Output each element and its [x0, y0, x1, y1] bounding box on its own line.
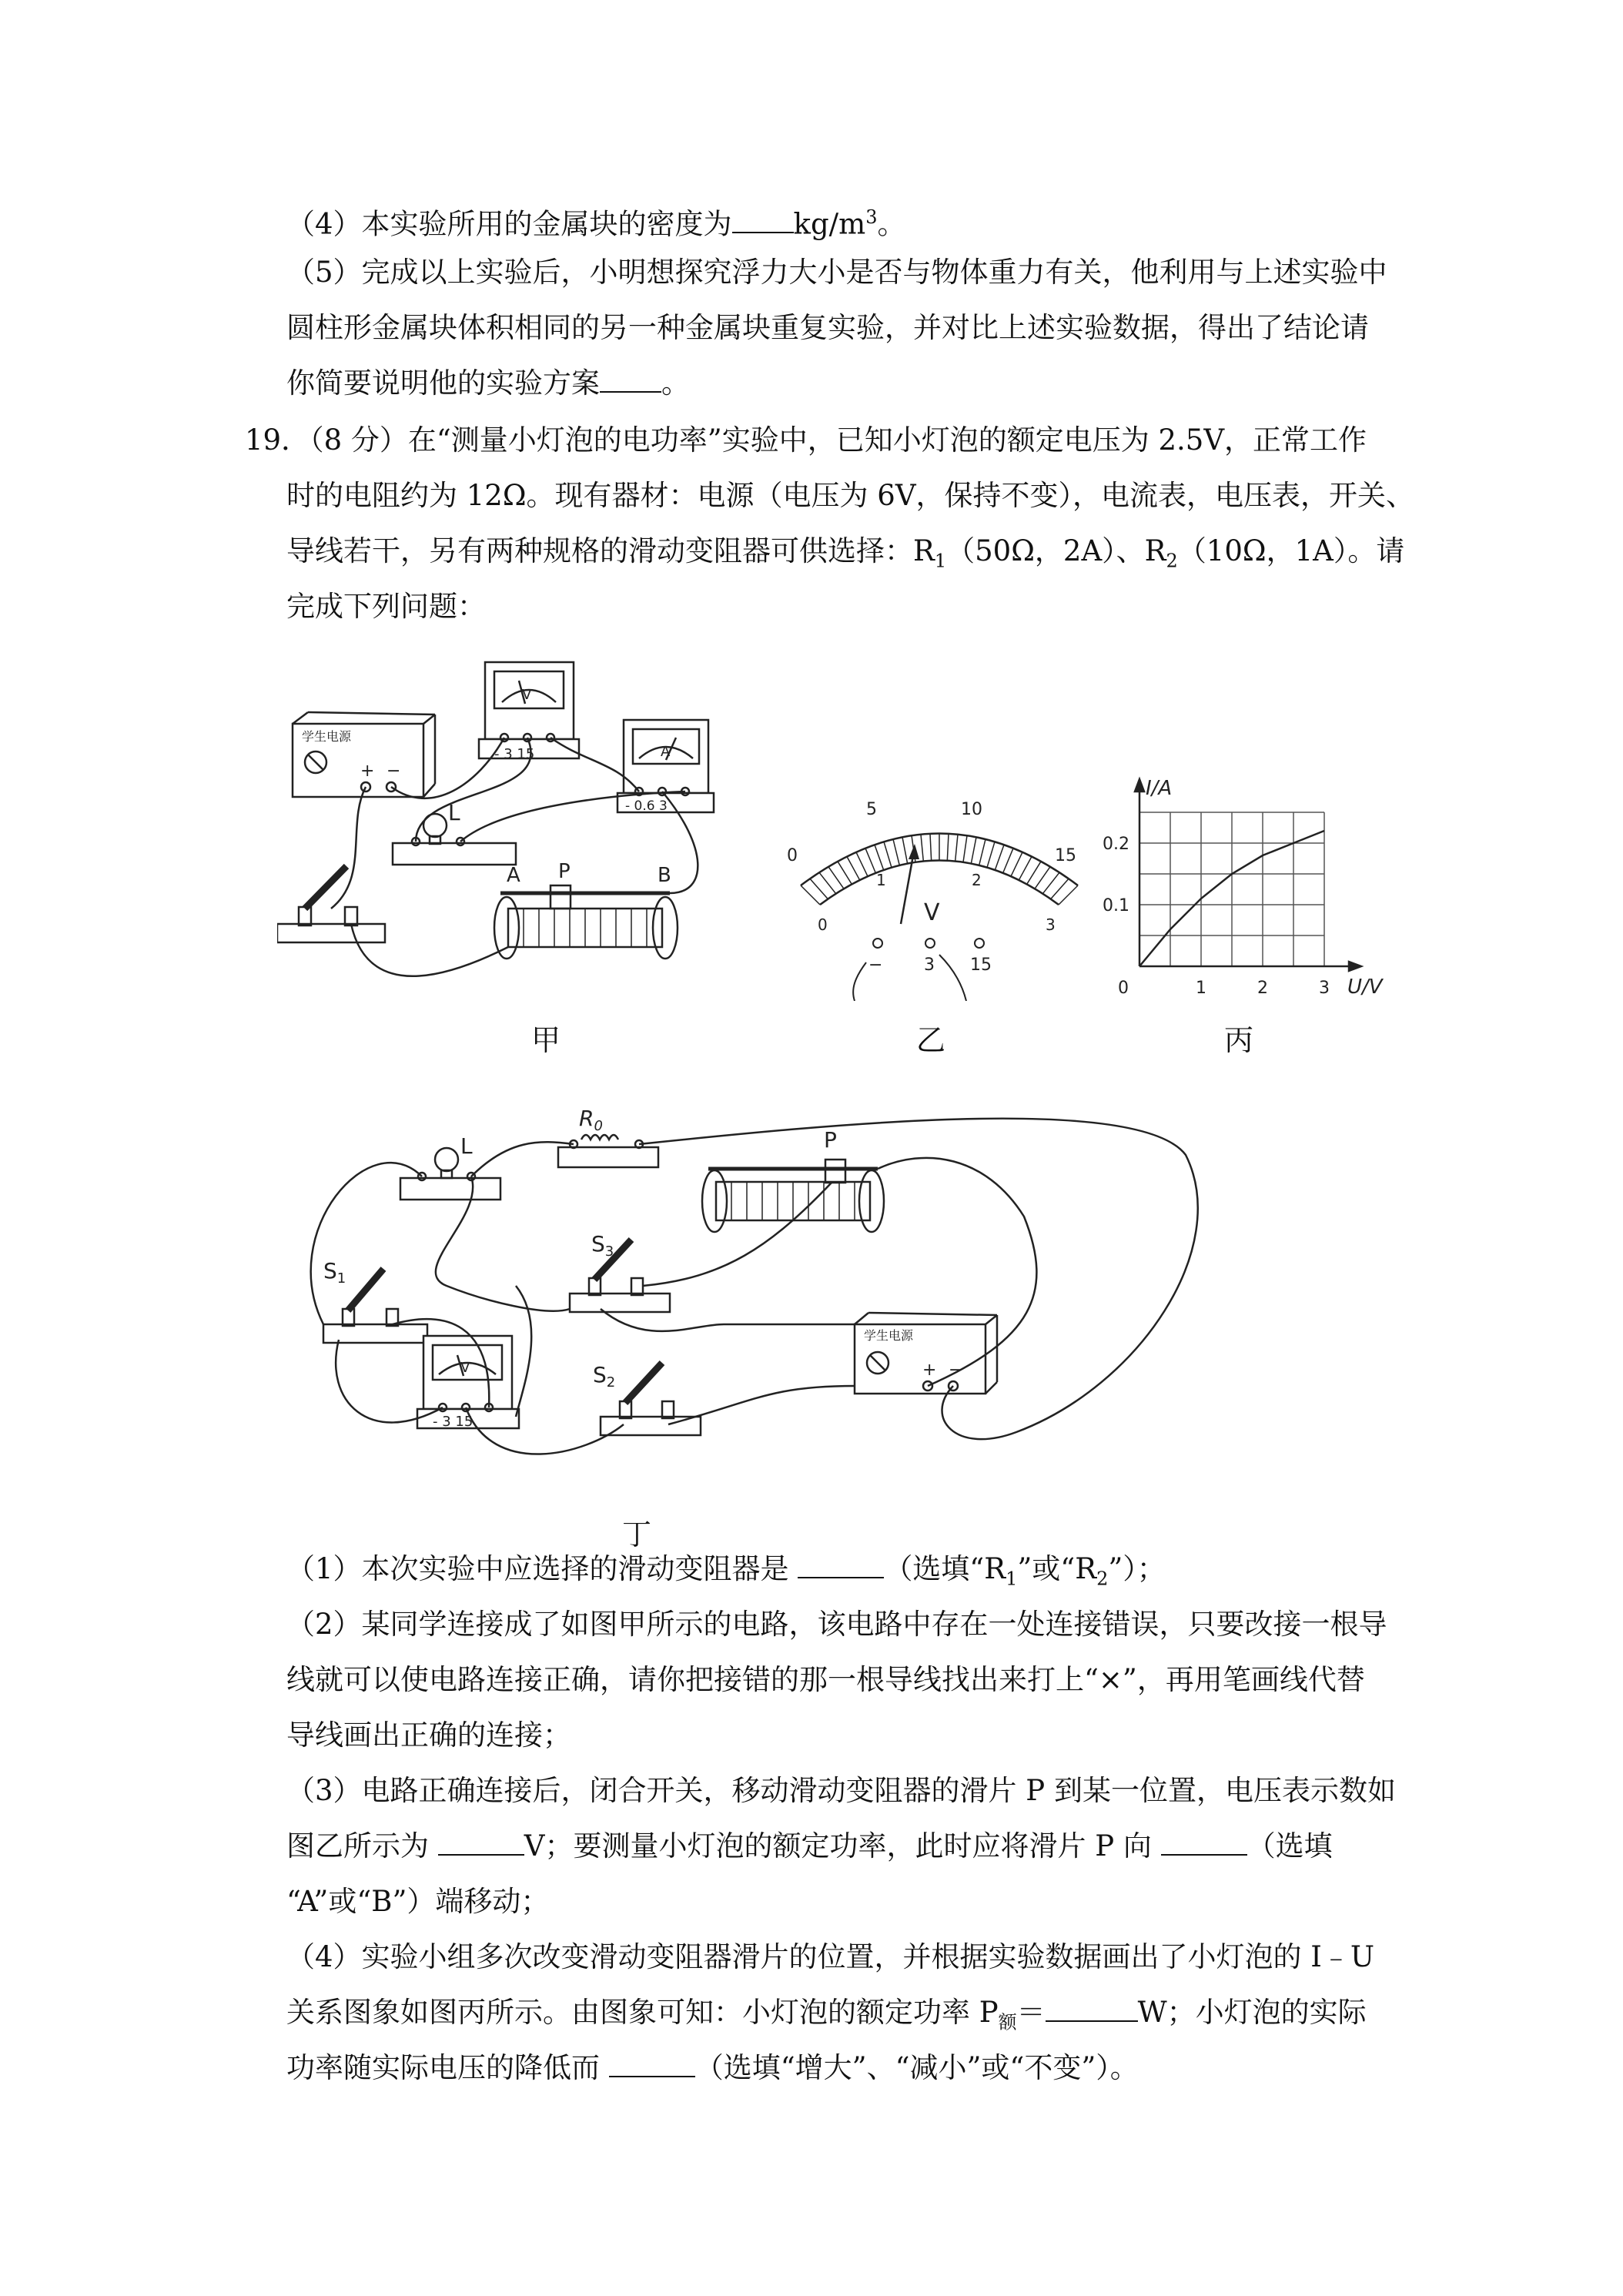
dial-tick — [801, 885, 820, 905]
figure-yi-voltmeter-dial — [778, 770, 1101, 1001]
q19-sub2-line1: （2）某同学连接成了如图甲所示的电路，该电路中存在一处连接错误，只要改接一根导 — [286, 1608, 1387, 1641]
dial-tick — [893, 839, 899, 865]
dial-tick — [1035, 867, 1050, 889]
dial-tick — [1051, 879, 1069, 899]
x-tick-2: 2 — [1257, 979, 1268, 998]
ding-voltmeter-terminals: - 3 15 — [433, 1414, 474, 1430]
figure-caption-bing: 丙 — [1224, 1023, 1254, 1057]
dial-tick — [930, 834, 932, 861]
dial-tick — [987, 842, 995, 867]
y-tick-0.1: 0.1 — [1103, 896, 1129, 915]
dial-tick — [979, 839, 986, 865]
power-supply-label: 学生电源 — [302, 729, 352, 744]
lamp-label: L — [448, 800, 460, 825]
terminal-minus: − — [868, 956, 883, 975]
q19-sub4-line1: （4）实验小组多次改变滑动变阻器滑片的位置，并根据实验数据画出了小灯泡的 I﹣U — [286, 1940, 1375, 1973]
q19-stem-line2: 时的电阻约为 12Ω。现有器材：电源（电压为 6V，保持不变），电流表，电压表，开关、 — [286, 479, 1415, 512]
ammeter-terminals: - 0.6 3 — [625, 798, 668, 814]
dial-tick — [838, 862, 852, 885]
rheostat-label-b: B — [658, 864, 671, 887]
figure-jia-circuit — [277, 647, 770, 986]
figure-caption-jia: 甲 — [531, 1023, 561, 1057]
switch — [277, 924, 385, 942]
dial-tick — [875, 845, 884, 870]
y-tick-0.2: 0.2 — [1103, 835, 1129, 854]
dial-tick — [1019, 857, 1032, 881]
x-tick-1: 1 — [1196, 979, 1206, 998]
answer-blank[interactable] — [1161, 1829, 1247, 1856]
dial-tick — [902, 837, 908, 863]
ding-r0-label: $R_0$ — [579, 1106, 603, 1134]
lamp-base — [400, 1178, 500, 1200]
dial-tick — [828, 867, 844, 889]
dial-tick — [971, 837, 976, 863]
dial-tick — [1003, 848, 1013, 873]
lamp-base — [393, 843, 516, 865]
dial-tick — [1042, 872, 1059, 893]
inner-scale-3: 3 — [1046, 915, 1056, 934]
ding-power-minus: − — [949, 1361, 963, 1380]
answer-blank[interactable] — [732, 207, 794, 233]
resistor-r0 — [558, 1147, 658, 1167]
ding-power-label: 学生电源 — [864, 1328, 914, 1343]
ding-voltmeter-label: V — [460, 1360, 470, 1376]
dial-tick — [921, 835, 923, 862]
inner-scale-2: 2 — [972, 871, 982, 889]
q19-sub4-line2: 关系图象如图丙所示。由图象可知：小灯泡的额定功率 $P_额= W$；小灯泡的实际 — [286, 1996, 1367, 2033]
figure-bing-iu-graph — [1101, 770, 1386, 1001]
q18-part4: （4）本实验所用的金属块的密度为 $kg/m^3$。 — [286, 206, 906, 241]
ding-p-label: P — [824, 1127, 837, 1153]
dial-tick — [963, 835, 967, 862]
q19-sub3-line3: “A”或“B”）端移动； — [286, 1885, 550, 1918]
dial-tick — [995, 845, 1004, 870]
switch-s3 — [570, 1294, 670, 1312]
q19-stem-line1: 19．（8 分）在“测量小灯泡的电功率”实验中，已知小灯泡的额定电压为 2.5V，正常工作 — [245, 423, 1367, 457]
figure-caption-ding: 丁 — [622, 1518, 652, 1551]
figure-caption-yi: 乙 — [916, 1023, 946, 1057]
dial-tick — [810, 879, 828, 899]
inner-scale-0: 0 — [818, 915, 828, 934]
dial-tick — [819, 872, 836, 893]
rheostat-label-a: A — [507, 864, 520, 887]
figure-ding-circuit — [293, 1093, 1363, 1486]
power-plus-label: + — [360, 761, 375, 781]
outer-scale-5: 5 — [866, 800, 877, 819]
rheostat-label-p: P — [558, 860, 571, 883]
dial-tick — [1059, 885, 1078, 905]
q19-sub3-line1: （3）电路正确连接后，闭合开关，移动滑动变阻器的滑片 P 到某一位置，电压表示数如 — [286, 1774, 1396, 1807]
q19-sub2-line3: 导线画出正确的连接； — [286, 1719, 571, 1752]
answer-blank[interactable] — [1046, 1996, 1138, 2022]
x-tick-0: 0 — [1118, 979, 1129, 998]
q19-stem-line3: 导线若干，另有两种规格的滑动变阻器可供选择：$R_1(50\Omega$，2A）、$R_2(10\Omega$，1A）。请 — [286, 534, 1405, 572]
dial-inner-arc — [820, 861, 1059, 905]
dial-tick — [1011, 852, 1022, 876]
answer-blank[interactable] — [438, 1829, 524, 1856]
q19-stem-line4: 完成下列问题： — [286, 590, 486, 623]
outer-scale-0: 0 — [787, 846, 798, 865]
q18-part5-line3: 你简要说明他的实验方案 。 — [286, 366, 690, 400]
q19-sub4-line3: 功率随实际电压的降低而 （选填“增大”、“减小”或“不变”）。 — [286, 2051, 1139, 2084]
dial-tick — [847, 857, 860, 881]
dial-tick — [884, 842, 892, 867]
outer-scale-15: 15 — [1055, 846, 1076, 865]
q19-sub2-line2: 线就可以使电路连接正确，请你把接错的那一根导线找出来打上“×”，再用笔画线代替 — [286, 1663, 1365, 1696]
terminal-3: 3 — [924, 956, 935, 975]
q18-part5-line2: 圆柱形金属块体积相同的另一种金属块重复实验，并对比上述实验数据，得出了结论请 — [286, 311, 1369, 344]
power-minus-label: − — [387, 761, 401, 781]
y-axis-label: I/A — [1146, 777, 1173, 800]
x-tick-3: 3 — [1319, 979, 1330, 998]
dial-tick — [1027, 862, 1041, 885]
ding-lamp-label: L — [460, 1133, 473, 1159]
q18-part5-line1: （5）完成以上实验后，小明想探究浮力大小是否与物体重力有关，他利用与上述实验中 — [286, 256, 1387, 289]
inner-scale-1: 1 — [876, 871, 886, 889]
answer-blank[interactable] — [609, 2051, 695, 2077]
ding-s1-label: $S_1$ — [323, 1258, 346, 1287]
ding-s2-label: $S_2$ — [593, 1362, 616, 1391]
terminal-15: 15 — [970, 956, 992, 975]
dial-tick — [865, 848, 875, 873]
ding-s3-label: $S_3$ — [591, 1231, 614, 1260]
q19-sub3-line2: 图乙所示为 V；要测量小灯泡的额定功率，此时应将滑片 P 向 （选填 — [286, 1829, 1333, 1863]
ammeter-label: A — [661, 744, 671, 760]
q19-sub1: （1）本次实验中应选择的滑动变阻器是 （选填“$R_1$”或“$R_2$”）； — [286, 1552, 1166, 1590]
voltmeter-terminals: - 3 15 — [494, 746, 535, 762]
voltmeter-label: V — [522, 687, 532, 703]
answer-blank[interactable] — [600, 366, 661, 393]
meter-label-v: V — [924, 899, 940, 926]
outer-scale-10: 10 — [961, 800, 982, 819]
dial-tick — [947, 834, 949, 861]
answer-blank[interactable] — [798, 1552, 884, 1578]
dial-tick — [955, 835, 958, 862]
ding-power-plus: + — [922, 1361, 937, 1380]
x-axis-label: U/V — [1347, 976, 1383, 999]
dial-tick — [856, 852, 868, 876]
